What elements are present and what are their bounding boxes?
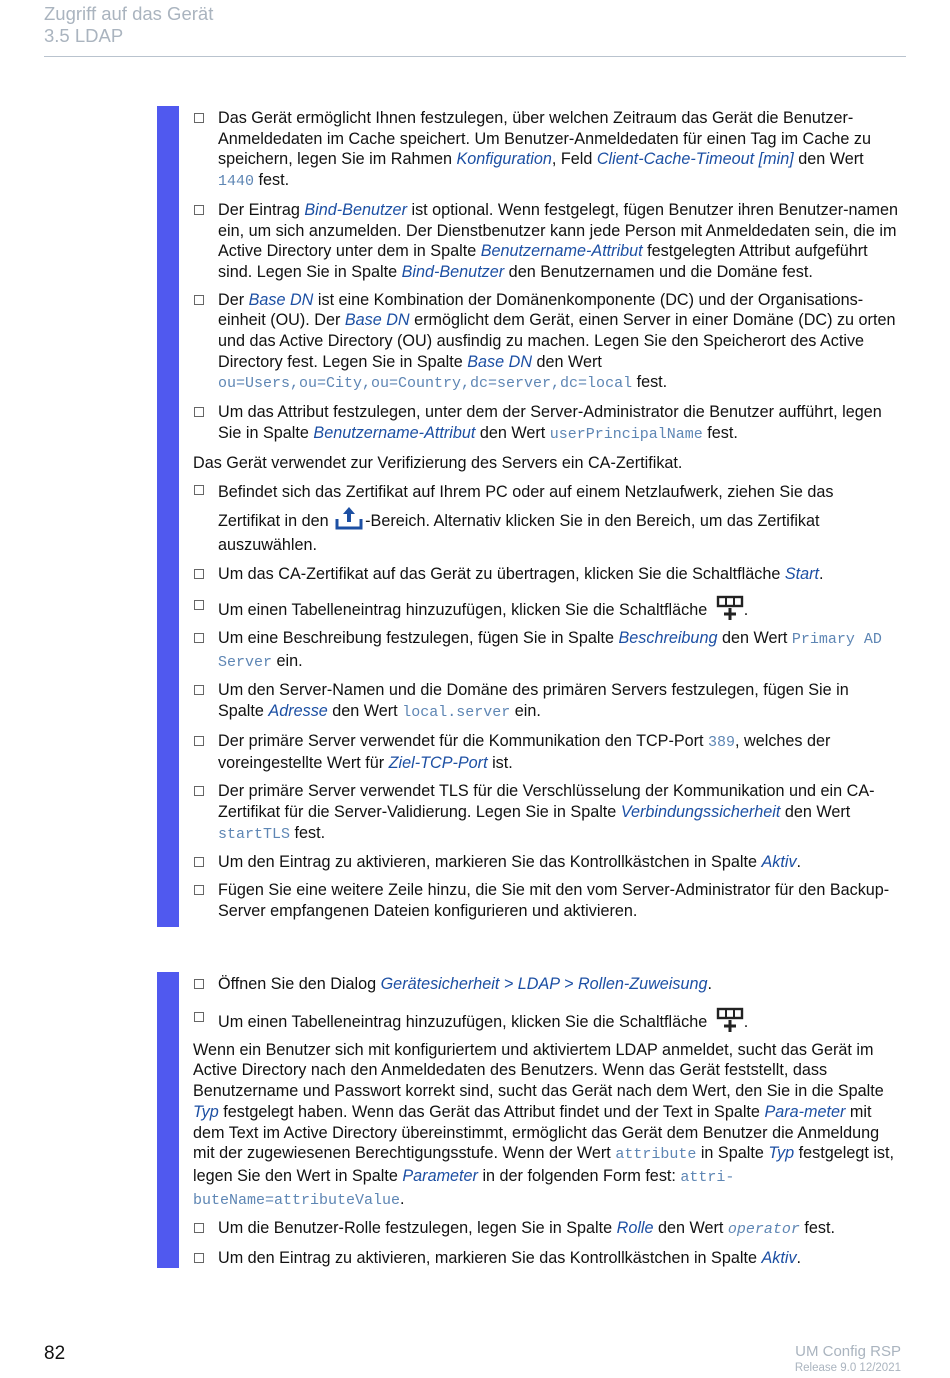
header-divider	[44, 56, 906, 57]
checkbox-icon	[194, 569, 204, 579]
ui-term: Bind-Benutzer	[304, 200, 407, 219]
page-number: 82	[44, 1343, 66, 1364]
code-value: 1440	[218, 173, 255, 191]
running-header	[44, 3, 213, 47]
procedure-block-2	[193, 974, 898, 1276]
header-subsection: 3.5 LDAP	[44, 25, 124, 46]
ui-term: Typ	[193, 1102, 219, 1121]
ui-term: Aktiv	[761, 1249, 797, 1268]
paragraph: Wenn ein Benutzer sich mit konfiguriertem und aktiviertem LDAP anmeldet, sucht das Gerät im Active Directory nach den Anmeldedaten des Benutzers. Wenn das Gerät feststellt, dass Benutzername und Passwort korrekt sind, sucht das Gerät nach dem Wert, den Sie in die Spalte Typ festgelegt haben. Wenn das Gerät das Attribut findet und der Text in Spalte Para-meter mit dem Text im Active Directory übereinstimmt, ermöglicht das Gerät dem Benutzer die Anmeldung mit der zugewiesenen Berechtigungsstufe. Wenn der Wert attribute in Spalte Typ festgelegt ist, legen Sie den Wert in Spalte Parameter in der folgenden Form fest: attri-buteName=attributeValue.	[193, 1040, 895, 1209]
ui-term: Gerätesicherheit > LDAP > Rollen-Zuweisung	[380, 975, 708, 993]
checkbox-icon	[194, 295, 204, 305]
checkbox-icon	[194, 736, 204, 746]
checkbox-icon	[194, 1253, 204, 1263]
checkbox-icon	[194, 786, 204, 796]
list-item: Das Gerät ermöglicht Ihnen festzulegen, über welchen Zeitraum das Gerät die Benutzer-Anmeldedaten im Cache speichert. Um Benutzer-Anmeldedaten für einen Tag im Cache zu speichern, legen Sie im Rahmen Konfiguration, Feld Client-Cache-Timeout [min] den Wert 1440 fest.	[193, 108, 898, 193]
list-item: Um das Attribut festzulegen, unter dem der Server-Administrator die Benutzer aufführt, legen Sie in Spalte Benutzername-Attribut den Wert userPrincipalName fest.	[193, 402, 898, 445]
ui-term: Adresse	[268, 702, 328, 721]
code-value: startTLS	[218, 825, 291, 843]
checkbox-icon	[194, 633, 204, 643]
code-value: ou=Users,ou=City,ou=Country,dc=server,dc=local	[218, 375, 633, 393]
ui-term: Rolle	[616, 1219, 654, 1238]
checkbox-icon	[194, 885, 204, 895]
list-item: Um den Eintrag zu aktivieren, markieren Sie das Kontrollkästchen in Spalte Aktiv.	[193, 852, 898, 873]
list-item: Der Eintrag Bind-Benutzer ist optional. Wenn festgelegt, fügen Benutzer ihren Benutzer-namen ein, um sich anzumelden. Der Dienstbenutzer kann jede Person mit Anmeldedaten sein, die im Active Directory unter dem in Spalte Benutzername-Attribut festgelegten Attribut aufgeführt sind. Legen Sie in Spalte Bind-Benutzer den Benutzernamen und die Domäne fest.	[193, 200, 898, 283]
list-item: Öffnen Sie den Dialog Gerätesicherheit > LDAP > Rollen-Zuweisung.	[193, 974, 898, 995]
checkbox-icon	[194, 685, 204, 695]
procedure-bar-2	[157, 972, 179, 1268]
list-item: Der primäre Server verwendet TLS für die Verschlüsselung der Kommunikation und ein CA-Zertifikat für die Server-Validierung. Legen Sie in Spalte Verbindungssicherheit den Wert startTLS fest.	[193, 781, 898, 845]
header-section: Zugriff auf das Gerät	[44, 3, 214, 24]
checkbox-icon	[194, 113, 204, 123]
list-item: Befindet sich das Zertifikat auf Ihrem PC oder auf einem Netzlaufwerk, ziehen Sie das Zertifikat in den -Bereich. Alternativ klicken Sie in den Bereich, um das Zertifikat auszuwählen.	[193, 480, 898, 557]
paragraph: Das Gerät verwendet zur Verifizierung des Servers ein CA-Zertifikat.	[193, 453, 683, 472]
ui-term: Bind-Benutzer	[401, 262, 505, 281]
code-value: attribute	[615, 1146, 697, 1164]
ui-term: Ziel-TCP-Port	[388, 754, 488, 773]
add-table-row-icon	[716, 1007, 744, 1033]
procedure-block-1	[193, 108, 898, 928]
checkbox-icon	[194, 1012, 204, 1022]
ui-term: Aktiv	[761, 853, 797, 872]
checkbox-icon	[194, 205, 204, 215]
checkbox-icon	[194, 1223, 204, 1233]
code-value: 389	[708, 733, 736, 751]
ui-term: Typ	[768, 1144, 795, 1163]
list-item: Um einen Tabelleneintrag hinzuzufügen, klicken Sie die Schaltfläche .	[193, 1007, 898, 1033]
ui-term: Beschreibung	[618, 628, 718, 647]
code-value: local.server	[402, 704, 511, 722]
list-item: Der Base DN ist eine Kombination der Domänenkomponente (DC) und der Organisations-einheit (OU). Der Base DN ermöglicht dem Gerät, einen Server in einer Domäne (DC) zu orten und das Active Directory (OU) ausfindig zu machen. Legen Sie den Speicherort des Active Directory fest. Legen Sie in Spalte Base DN den Wert ou=Users,ou=City,ou=Country,dc=server,dc=local fest.	[193, 290, 898, 396]
checkbox-icon	[194, 485, 204, 495]
procedure-bar-1	[157, 106, 179, 927]
upload-icon	[334, 504, 364, 532]
ui-term: Konfiguration	[456, 150, 552, 169]
code-value: operator	[727, 1221, 800, 1239]
list-item: Um einen Tabelleneintrag hinzuzufügen, klicken Sie die Schaltfläche .	[193, 595, 898, 621]
checkbox-icon	[194, 407, 204, 417]
checkbox-icon	[194, 857, 204, 867]
list-item: Um den Eintrag zu aktivieren, markieren Sie das Kontrollkästchen in Spalte Aktiv.	[193, 1248, 898, 1269]
checkbox-icon	[194, 979, 204, 989]
checkbox-icon	[194, 600, 204, 610]
code-value: Primary AD Server	[218, 630, 882, 671]
ui-term: Base DN	[344, 311, 410, 330]
list-item: Der primäre Server verwendet für die Kommunikation den TCP-Port 389, welches der voreingestellte Wert für Ziel-TCP-Port ist.	[193, 731, 898, 774]
manual-title: UM Config RSP	[795, 1343, 901, 1360]
list-item: Um das CA-Zertifikat auf das Gerät zu übertragen, klicken Sie die Schaltfläche Start.	[193, 564, 898, 585]
ui-term: Base DN	[467, 352, 533, 371]
list-item: Um eine Beschreibung festzulegen, fügen Sie in Spalte Beschreibung den Wert Primary AD Server ein.	[193, 628, 898, 673]
ui-term: Benutzername-Attribut	[313, 423, 476, 442]
list-item: Fügen Sie eine weitere Zeile hinzu, die Sie mit den vom Server-Administrator für den Backup-Server empfangenen Dateien konfigurieren und aktivieren.	[193, 880, 898, 921]
ui-term: Para-meter	[764, 1102, 846, 1121]
ui-term: Parameter	[402, 1166, 478, 1185]
code-value: attri-buteName=attributeValue	[193, 1168, 735, 1209]
ui-term: Client-Cache-Timeout [min]	[596, 150, 794, 169]
ui-term: Verbindungssicherheit	[620, 802, 781, 821]
release-info: Release 9.0 12/2021	[794, 1362, 901, 1374]
list-item: Um die Benutzer-Rolle festzulegen, legen Sie in Spalte Rolle den Wert operator fest.	[193, 1218, 898, 1241]
list-item: Um den Server-Namen und die Domäne des primären Servers festzulegen, fügen Sie in Spalte Adresse den Wert local.server ein.	[193, 680, 898, 723]
ui-term: Start	[784, 565, 820, 584]
ui-term: Base DN	[248, 290, 314, 309]
code-value: userPrincipalName	[549, 425, 703, 443]
add-table-row-icon	[716, 595, 744, 621]
ui-term: Benutzername-Attribut	[480, 242, 643, 261]
